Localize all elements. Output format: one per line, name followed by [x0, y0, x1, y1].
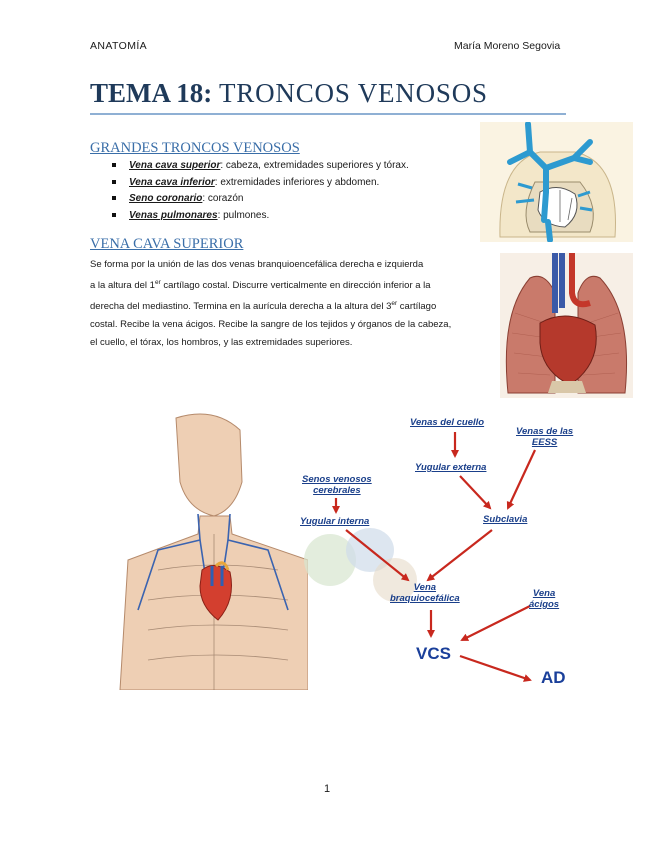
flow-node-vena-braquiocefalica: [390, 582, 460, 604]
title-text: TRONCOS VENOSOS: [219, 78, 488, 108]
vcs-paragraph: [90, 256, 491, 352]
para-text: cartílago: [397, 301, 437, 313]
flow-node-yugular-externa: Yugular externa: [415, 462, 487, 473]
bullet-icon: [112, 213, 116, 217]
flow-node-vena-acigos: [529, 588, 559, 610]
para-text: cartílago costal. Discurre verticalmente en dirección inferior a la: [160, 280, 431, 292]
bullet-icon: [112, 196, 116, 200]
list-term: Venas pulmonares: [129, 209, 218, 221]
para-line: [90, 334, 491, 352]
list-item: [112, 210, 409, 227]
flow-node-venas-eess: [516, 426, 573, 448]
list-item: [112, 193, 409, 210]
para-line: [90, 295, 491, 316]
list-term: Vena cava superior: [129, 160, 221, 171]
para-text: a la altura del 1: [90, 280, 155, 292]
para-line: [90, 274, 491, 295]
list-desc: : pulmones.: [217, 209, 270, 221]
flow-node-venas-cuello: Venas del cuello: [410, 417, 485, 428]
vein-list: [112, 160, 409, 226]
flow-node-text: Vena: [413, 582, 437, 593]
superscript: er: [391, 300, 398, 308]
title-rule: [90, 113, 566, 115]
list-term: Seno coronario: [129, 193, 203, 204]
list-desc: : extremidades inferiores y abdomen.: [214, 176, 380, 188]
superscript: er: [154, 279, 161, 286]
page-title: [90, 78, 488, 109]
flow-node-text: braquiocefálica: [390, 593, 460, 604]
header-left: ANATOMÍA: [90, 40, 148, 52]
heart-lungs-illustration: [500, 253, 633, 398]
flow-node-text: cerebrales: [313, 485, 361, 496]
bullet-icon: [112, 163, 116, 167]
flow-node-senos-venosos: [302, 474, 372, 496]
para-text: Se forma por la unión de las dos venas branquioencefálica derecha e izquierda: [90, 259, 424, 270]
flow-node-yugular-interna: Yugular interna: [300, 516, 370, 527]
para-text: derecha del mediastino. Termina en la aurícula derecha a la altura del 3: [90, 301, 392, 313]
list-term: Vena cava inferior: [129, 176, 215, 188]
flow-node-text: ácigos: [529, 599, 560, 610]
flow-node-text: Venas de las: [516, 426, 574, 437]
para-text: el cuello, el tórax, los hombros, y las extremidades superiores.: [90, 337, 353, 349]
title-number: TEMA 18:: [90, 78, 213, 108]
venous-trunks-illustration: [480, 122, 633, 242]
list-item: [112, 160, 409, 177]
body-veins-illustration: [118, 410, 308, 690]
para-line: [90, 256, 491, 274]
flow-node-text: Senos venosos: [302, 474, 372, 485]
list-desc: : corazón: [202, 193, 244, 204]
flow-node-ad: AD: [541, 668, 566, 687]
page-number: 1: [324, 783, 331, 795]
section-heading-grandes-troncos: GRANDES TRONCOS VENOSOS: [90, 140, 300, 156]
para-text: costal. Recibe la vena ácigos. Recibe la sangre de los tejidos y órganos de la cabeza,: [90, 319, 452, 331]
header-right: María Moreno Segovia: [454, 40, 561, 52]
para-line: [90, 316, 491, 334]
flow-node-subclavia: Subclavia: [483, 514, 528, 525]
list-desc: : cabeza, extremidades superiores y tórax.: [220, 160, 409, 171]
bullet-icon: [112, 180, 116, 184]
flow-node-vcs: VCS: [416, 644, 451, 663]
section-heading-vena-cava-superior: VENA CAVA SUPERIOR: [90, 236, 244, 252]
flow-node-text: EESS: [531, 437, 558, 448]
flow-node-text: Vena: [532, 588, 556, 599]
list-item: [112, 177, 409, 194]
